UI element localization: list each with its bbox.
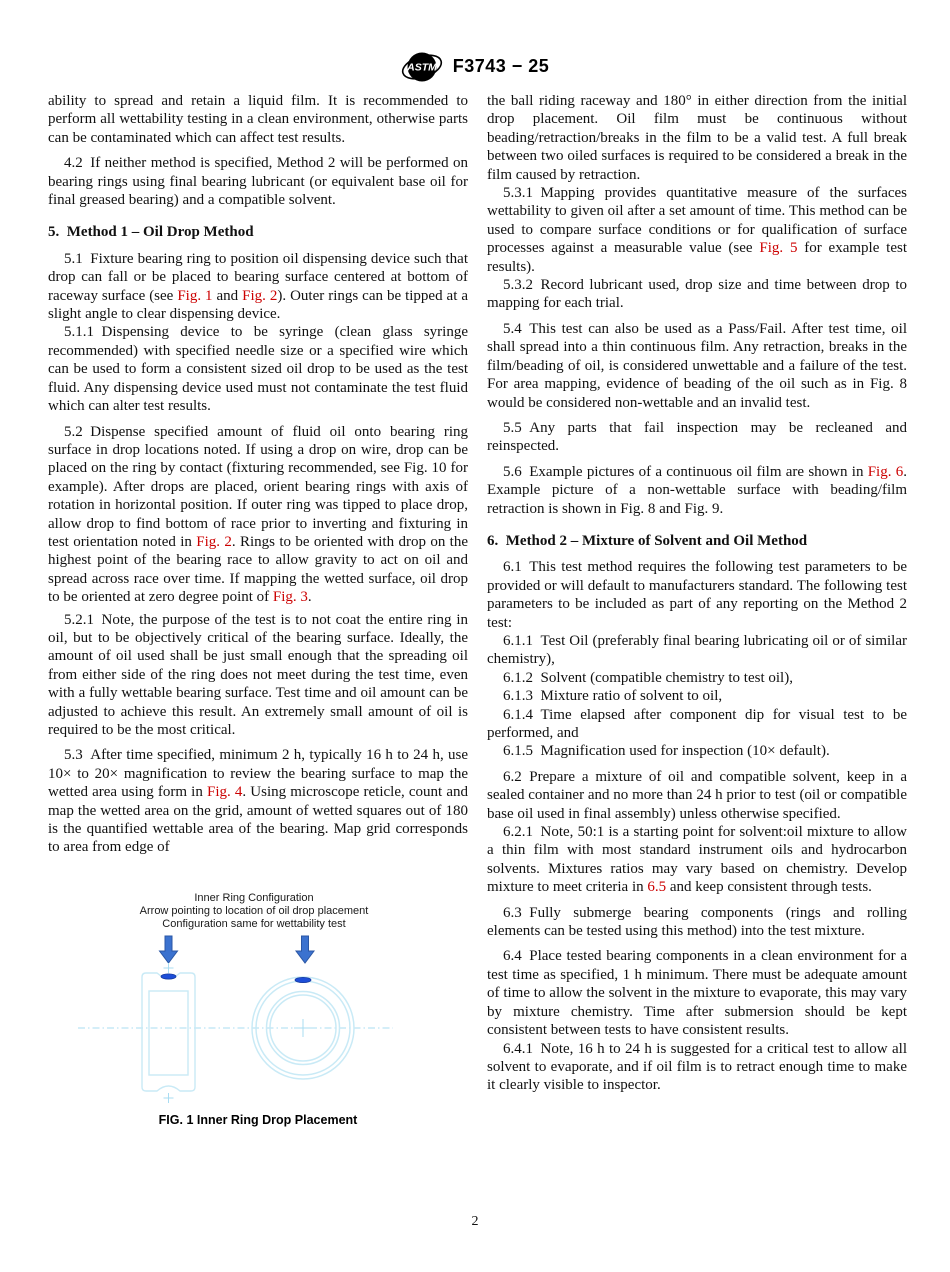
text-run: 5.1 Fixture bearing ring to position oil dispensing device such that drop can fall or be placed to bearing surface centered at bottom of raceway surface (see xyxy=(48,250,468,304)
cross-reference-link[interactable]: Fig. 4 xyxy=(206,784,243,801)
para-6-4 xyxy=(487,947,907,1039)
para-6-2 xyxy=(487,768,907,823)
astm-logo-text: ASTM xyxy=(406,61,437,74)
cross-reference-link[interactable]: Fig. 6 xyxy=(867,463,904,480)
text-run: . Using microscope reticle, count and map the wetted area on the grid, amount of wetted squares out of 180 is the quantified wettable area of the bearing. Map grid corresponds to area from edge of xyxy=(48,784,469,856)
right-column xyxy=(487,92,907,1127)
figure-annotation-line-1: Inner Ring Configuration xyxy=(194,891,314,904)
cross-reference-link[interactable]: Fig. 2 xyxy=(242,287,278,304)
para-5-2-1 xyxy=(48,611,468,740)
text-run: for example test results). xyxy=(487,240,907,275)
text-run: 6.1 This test method requires the following test parameters to be provided or will default to manufacturers standard. The following test parameters to be included as part of any reporting on the Method 2 test: xyxy=(487,559,907,631)
para-6-3 xyxy=(487,904,907,941)
para-4-2 xyxy=(48,154,468,209)
text-run: 4.2 If neither method is specified, Method 2 will be performed on bearing rings using final bearing lubricant (or equivalent base oil for final greased bearing) and a compatible solvent. xyxy=(48,155,468,209)
text-run: . xyxy=(307,589,312,606)
doc-number: F3743 − 25 xyxy=(452,55,550,76)
section-heading-5: 5. Method 1 – Oil Drop Method xyxy=(48,224,254,241)
para-5-1-1 xyxy=(48,323,468,415)
center-mark-bottom xyxy=(164,1093,174,1103)
figure-1-caption: FIG. 1 Inner Ring Drop Placement xyxy=(158,1112,358,1127)
text-run: 6.1.5 Magnification used for inspection (10× default). xyxy=(503,743,830,760)
text-run: 6.3 Fully submerge bearing components (rings and rolling elements can be tested using this method) into the test mixture. xyxy=(487,904,907,940)
text-run: 6.2 Prepare a mixture of oil and compatible solvent, keep in a sealed container and no more than 24 h prior to test (oil or compatible base oil used in final assembly) unless otherwise specified. xyxy=(487,768,907,822)
text-run: 5.5 Any parts that fail inspection may be recleaned and reinspected. xyxy=(487,419,907,455)
para-6-1-4 xyxy=(487,706,907,743)
text-run: 5.4 This test can also be used as a Pass/Fail. After test time, oil shall spread into a thin continuous film. Any retraction, breaks in the film/beading of oil, is considered unwettable and a failure of the test. For area mapping, evidence of beading of the oil such as in Fig. 8 would be considered non-wettable and an invalid test. xyxy=(487,320,907,411)
section-heading-6: 6. Method 2 – Mixture of Solvent and Oil Method xyxy=(487,532,808,549)
page-header xyxy=(0,46,950,86)
para-5-4 xyxy=(487,320,907,412)
figure-annotation xyxy=(140,892,369,930)
text-run: 6.1.1 Test Oil (preferably final bearing lubricating oil or of similar chemistry), xyxy=(487,632,907,668)
text-run: 5.2.1 Note, the purpose of the test is to not coat the entire ring in oil, but to be objectively critical of the bearing surface. Ideally, the amount of oil used shall be just small enough that the spreading oil from either side of the ring does not meet during the test time, even with a fully wettable bearing surface. Test time and oil amount can be adjusted to achieve this result. An extremely small amount of oil is required to be the most critical. xyxy=(48,611,468,738)
left-column xyxy=(48,92,468,1127)
text-run: ). Outer rings can be tipped at a slight angle to clear dispensing device. xyxy=(48,287,468,323)
oil-drop-cross-section xyxy=(161,974,176,979)
figure-1 xyxy=(48,885,468,1127)
text-run: 6.2.1 Note, 50:1 is a starting point for solvent:oil mixture to allow a thin film with most standard instrument oils and hydrocarbon solvents. Mixtures ratios may vary based on chemistry. Develop mixture to meet criteria in xyxy=(487,824,907,896)
para-6-1-1 xyxy=(487,632,907,669)
text-run: 6.1.2 Solvent (compatible chemistry to test oil), xyxy=(503,669,793,686)
continuation-paragraph xyxy=(48,92,468,147)
cross-reference-link[interactable]: 6.5 xyxy=(647,879,667,896)
continuation-paragraph-right xyxy=(487,92,907,184)
document-body xyxy=(48,92,907,1127)
para-6-1-2 xyxy=(487,669,907,687)
text-run: ability to spread and retain a liquid film. It is recommended to perform all wettability testing in a clean environment, otherwise parts can be contaminated which can affect test results. xyxy=(48,93,468,146)
para-5-6 xyxy=(487,463,907,518)
cross-reference-link[interactable]: Fig. 5 xyxy=(759,240,798,257)
page-number: 2 xyxy=(471,1214,479,1229)
text-run: 6.4.1 Note, 16 h to 24 h is suggested for a critical test to allow all solvent to evaporate, and if oil film is to retract enough time to make it clearly visible to inspector. xyxy=(487,1040,907,1094)
text-run: . Rings to be oriented with drop on the highest point of the bearing race to allow gravity to act on oil and spread across race over time. If mapping the wetted surface, oil drop to be oriented at zero degree point of xyxy=(48,533,469,606)
para-5-5 xyxy=(487,419,907,456)
figure-annotation-line-2: Arrow pointing to location of oil drop placement xyxy=(139,904,369,917)
text-run: . Example picture of a non-wettable surface with beading/film retraction is shown in Fig. 8 and Fig. 9. xyxy=(487,463,907,517)
para-5-2 xyxy=(48,423,468,607)
text-run: and keep consistent through tests. xyxy=(666,879,872,896)
para-5-3-1 xyxy=(487,184,907,276)
text-run: 5.6 Example pictures of a continuous oil film are shown in xyxy=(503,463,868,480)
text-run: 5.2 Dispense specified amount of fluid oil onto bearing ring surface in drop locations noted. If using a drop on wire, drop can be placed on the ring by contact (fixturing recommended, see Fig. 10 for example). After drops are placed, orient bearing rings with axis of rotation in horizontal position. If outer ring was tipped to place drop, allow drop to find bottom of race prior to inverting and fixturing in test orientation noted in xyxy=(48,423,468,550)
text-run: 6.1.4 Time elapsed after component dip for visual test to be performed, and xyxy=(487,706,907,741)
para-6-1 xyxy=(487,558,907,632)
cross-reference-link[interactable]: Fig. 2 xyxy=(196,533,232,550)
drop-arrow-icon-right xyxy=(296,936,314,963)
text-run: 5.3.1 Mapping provides quantitative measure of the surfaces wettability to given oil after a set amount of time. This method can be used to compare surface conditions or for qualification of surface processes against a measurable value (see xyxy=(487,185,907,257)
drop-arrow-icon-left xyxy=(160,936,178,963)
figure-1-drawing xyxy=(48,885,468,1107)
figure-annotation-line-3: Configuration same for wettability test xyxy=(162,917,346,930)
astm-logo xyxy=(401,46,443,86)
para-5-1 xyxy=(48,250,468,324)
para-6-2-1 xyxy=(487,823,907,897)
oil-drop-front-view xyxy=(295,977,311,982)
cross-reference-link[interactable]: Fig. 3 xyxy=(272,589,308,606)
para-5-3-2 xyxy=(487,276,907,313)
center-mark-top xyxy=(164,963,174,973)
para-6-1-3 xyxy=(487,687,907,705)
text-run: 5.3.2 Record lubricant used, drop size and time between drop to mapping for each trial. xyxy=(487,277,907,312)
text-run: 6.1.3 Mixture ratio of solvent to oil, xyxy=(503,688,723,705)
text-run: the ball riding raceway and 180° in either direction from the initial drop placement. Oil film must be continuous without beading/retraction/breaks in the film to be a valid test. A full break between two oiled surfaces is required to be considered a break in the film caused by retraction. xyxy=(487,93,907,183)
inner-ring-cross-section xyxy=(142,973,195,1091)
text-run: and xyxy=(212,287,243,304)
cross-reference-link[interactable]: Fig. 1 xyxy=(177,287,213,304)
text-run: 6.4 Place tested bearing components in a clean environment for a test time as specified, 1 h minimum. There must be adequate amount of time to allow the solvent in the mixture to evaporate, this may vary by mixture chemistry. Time after submersion should be kept consistent between tests to have consistent results. xyxy=(487,948,907,1039)
center-mark-front-view xyxy=(294,1019,312,1037)
text-run: 5.3 After time specified, minimum 2 h, typically 16 h to 24 h, use 10× to 20× magnification to review the bearing surface to map the wetted area using form in xyxy=(48,747,468,801)
text-run: 5.1.1 Dispensing device to be syringe (clean glass syringe recommended) with specified needle size or a specified wire which can be used to form a consistent sized oil drop to be used as the test fluid. Any dispensing device used must not contaminate the test fluid which can alter test results. xyxy=(48,324,468,415)
para-6-4-1 xyxy=(487,1040,907,1095)
para-5-3 xyxy=(48,746,468,856)
para-6-1-5 xyxy=(487,742,907,760)
